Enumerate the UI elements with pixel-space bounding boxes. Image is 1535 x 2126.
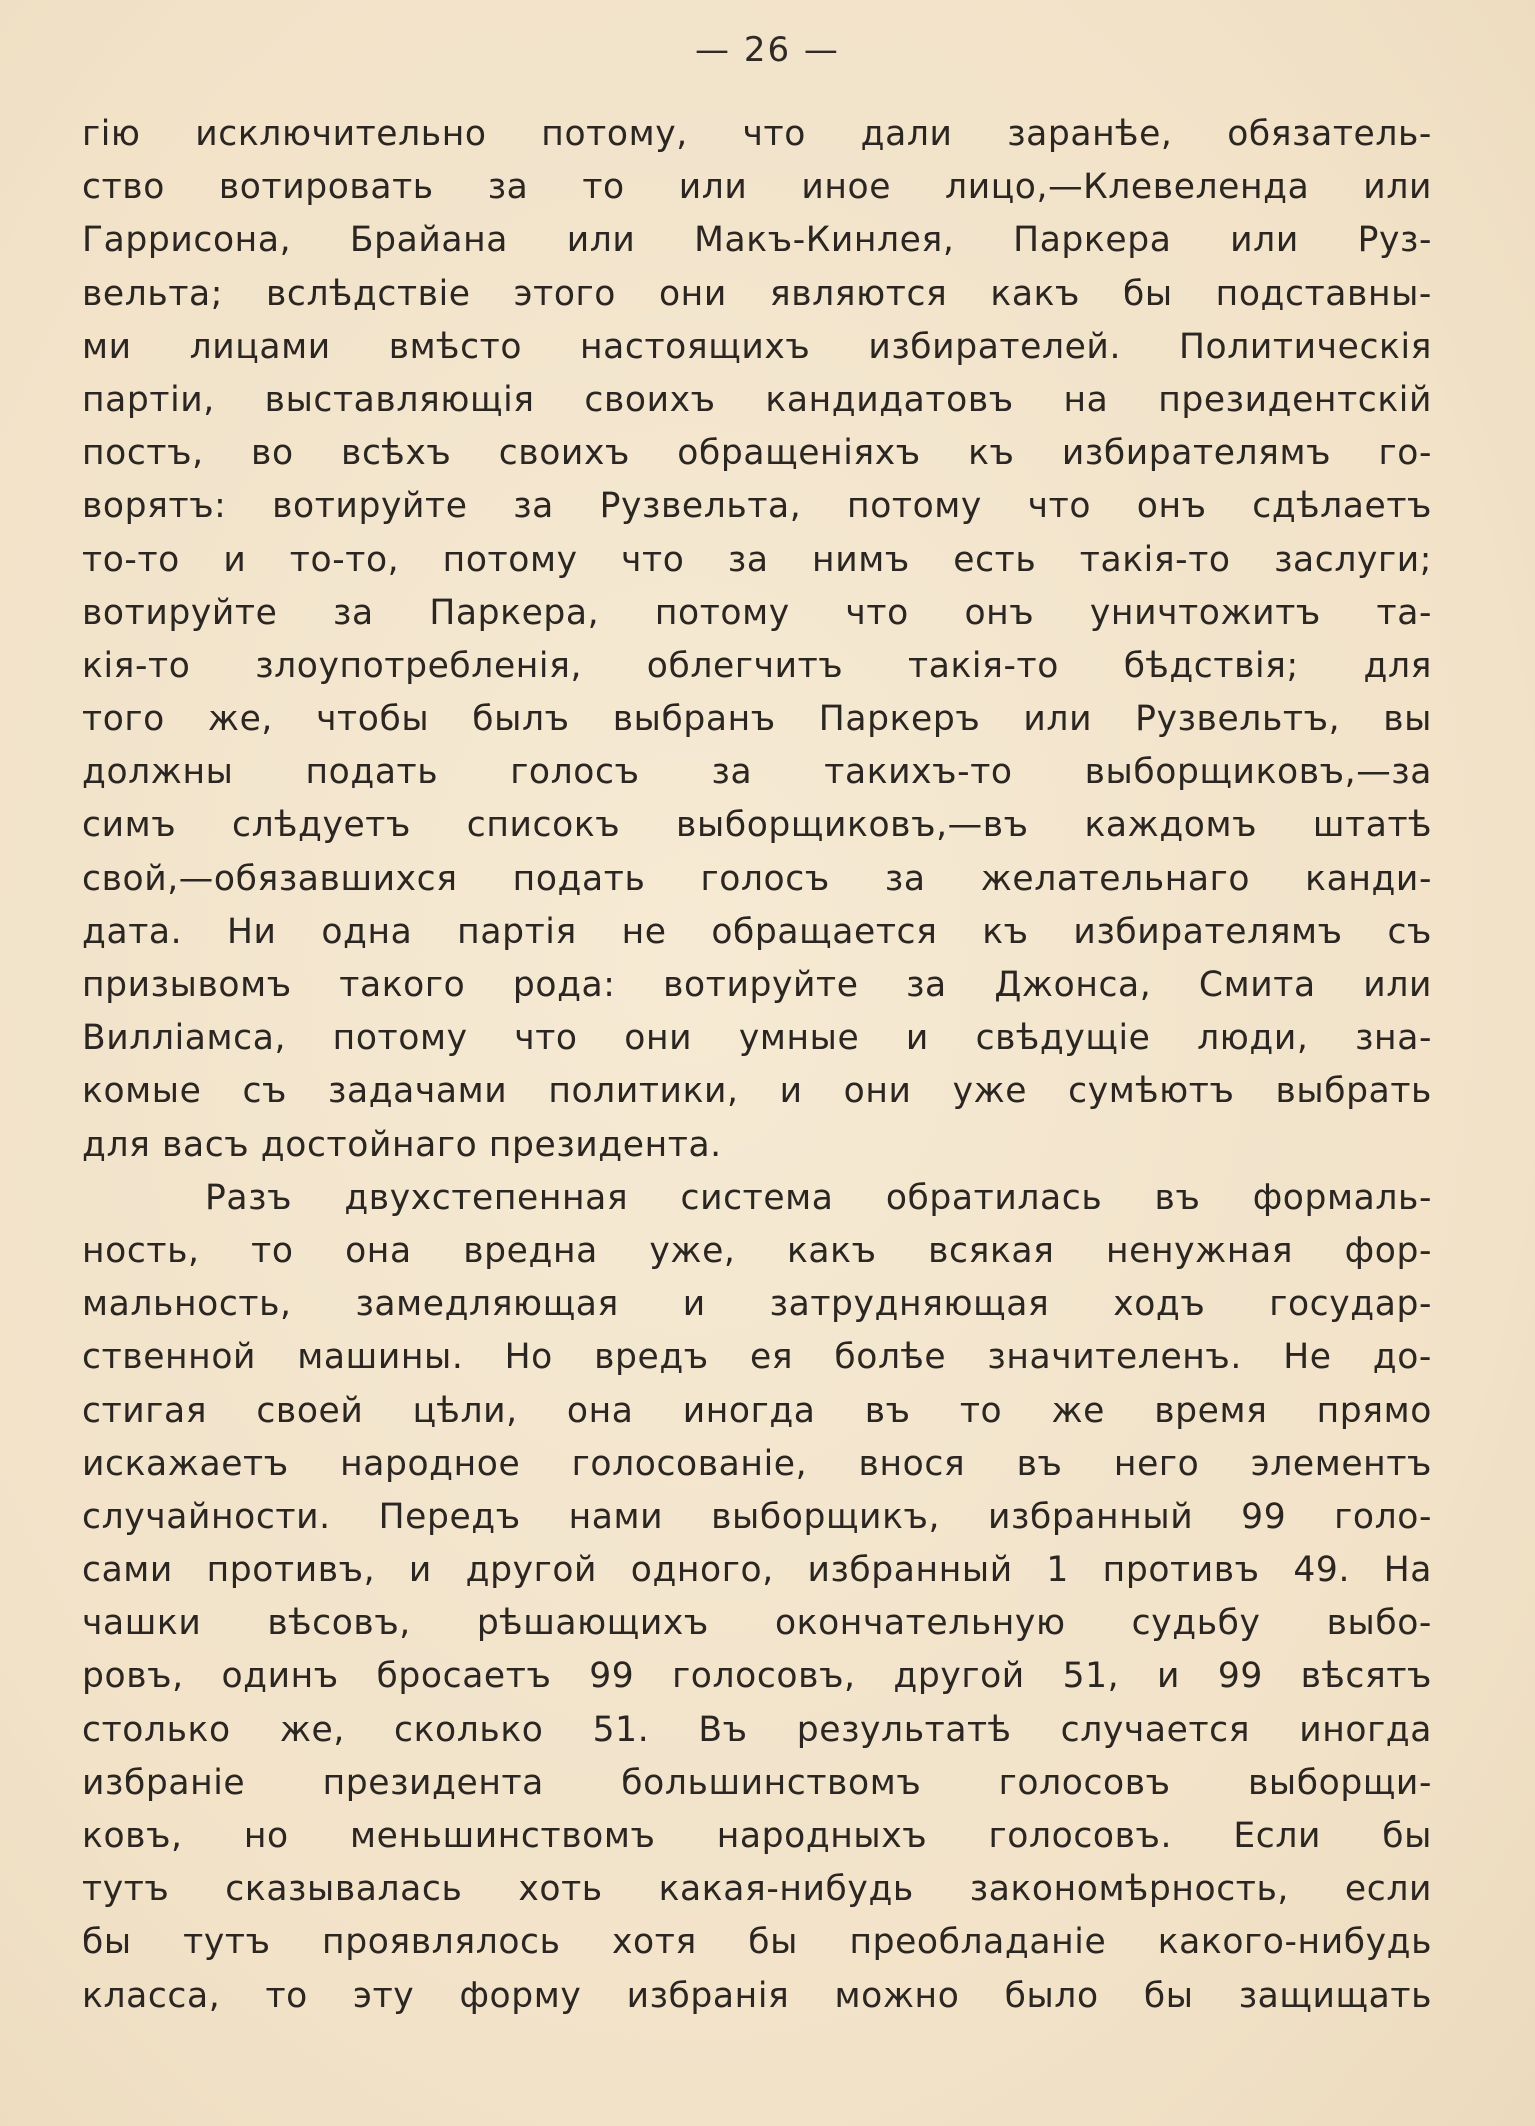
text-line: вотируйте за Паркера, потому что онъ уничтожитъ та- <box>82 592 1432 633</box>
text-line: Вилліамса, потому что они умные и свѣдущіе люди, зна- <box>82 1018 1432 1059</box>
text-line: тутъ сказывалась хоть какая-нибудь закономѣрность, если <box>82 1869 1432 1910</box>
text-line: ность, то она вредна уже, какъ всякая ненужная фор- <box>82 1230 1432 1271</box>
text-line: гію исключительно потому, что дали заранѣе, обязатель- <box>82 114 1432 154</box>
text-line: симъ слѣдуетъ списокъ выборщиковъ,—въ каждомъ штатѣ <box>82 805 1432 846</box>
text-line: постъ, во всѣхъ своихъ обращеніяхъ къ избирателямъ го- <box>82 433 1432 474</box>
text-line: мальность, замедляющая и затрудняющая ходъ государ- <box>82 1284 1432 1325</box>
text-line: кія-то злоупотребленія, облегчитъ такія-то бѣдствія; для <box>82 645 1432 686</box>
text-line: чашки вѣсовъ, рѣшающихъ окончательную судьбу выбо- <box>82 1603 1432 1644</box>
text-line: свой,—обязавшихся подать голосъ за желательнаго канди- <box>82 858 1432 899</box>
text-line: вельта; вслѣдствіе этого они являются какъ бы подставны- <box>82 273 1432 314</box>
text-line: ственной машины. Но вредъ ея болѣе значителенъ. Не до- <box>82 1337 1432 1378</box>
text-line: стигая своей цѣли, она иногда въ то же время прямо <box>82 1390 1432 1431</box>
text-line: класса, то эту форму избранія можно было бы защищать <box>82 1975 1432 2016</box>
text-line: искажаетъ народное голосованіе, внося въ него элементъ <box>82 1443 1432 1484</box>
text-line: того же, чтобы былъ выбранъ Паркеръ или Рузвельтъ, вы <box>82 699 1432 740</box>
text-line: Разъ двухстепенная система обратилась въ формаль- <box>205 1177 1432 1218</box>
text-line: столько же, сколько 51. Въ результатѣ случается иногда <box>82 1709 1432 1750</box>
text-line: ковъ, но меньшинствомъ народныхъ голосовъ. Если бы <box>82 1816 1432 1856</box>
page-number: — 26 — <box>695 30 840 70</box>
text-line: бы тутъ проявлялось хотя бы преобладаніе какого-нибудь <box>82 1922 1432 1963</box>
text-line: должны подать голосъ за такихъ-то выборщиковъ,—за <box>82 752 1432 793</box>
text-line: призывомъ такого рода: вотируйте за Джонса, Смита или <box>82 965 1432 1005</box>
text-line: для васъ достойнаго президента. <box>82 1124 722 1165</box>
text-line: случайности. Передъ нами выборщикъ, избранный 99 голо- <box>82 1496 1432 1537</box>
body-text <box>82 108 1432 2023</box>
text-line: избраніе президента большинствомъ голосовъ выборщи- <box>82 1762 1432 1803</box>
text-line: ровъ, одинъ бросаетъ 99 голосовъ, другой 51, и 99 вѣсятъ <box>82 1656 1432 1697</box>
paragraph-1 <box>82 108 1432 1172</box>
text-line: то-то и то-то, потому что за нимъ есть такія-то заслуги; <box>82 539 1432 580</box>
text-line: дата. Ни одна партія не обращается къ избирателямъ съ <box>82 911 1432 952</box>
text-line: ство вотировать за то или иное лицо,—Клевеленда или <box>82 167 1432 208</box>
paragraph-2 <box>82 1172 1432 2023</box>
text-line: партіи, выставляющія своихъ кандидатовъ на президентскій <box>82 379 1432 420</box>
text-line: комые съ задачами политики, и они уже сумѣютъ выбрать <box>82 1071 1432 1112</box>
text-line: сами противъ, и другой одного, избранный 1 противъ 49. На <box>82 1550 1432 1591</box>
text-line: ворятъ: вотируйте за Рузвельта, потому что онъ сдѣлаетъ <box>82 486 1432 527</box>
text-line: Гаррисона, Брайана или Макъ-Кинлея, Паркера или Руз- <box>82 220 1432 261</box>
text-line: ми лицами вмѣсто настоящихъ избирателей. Политическія <box>82 326 1432 367</box>
